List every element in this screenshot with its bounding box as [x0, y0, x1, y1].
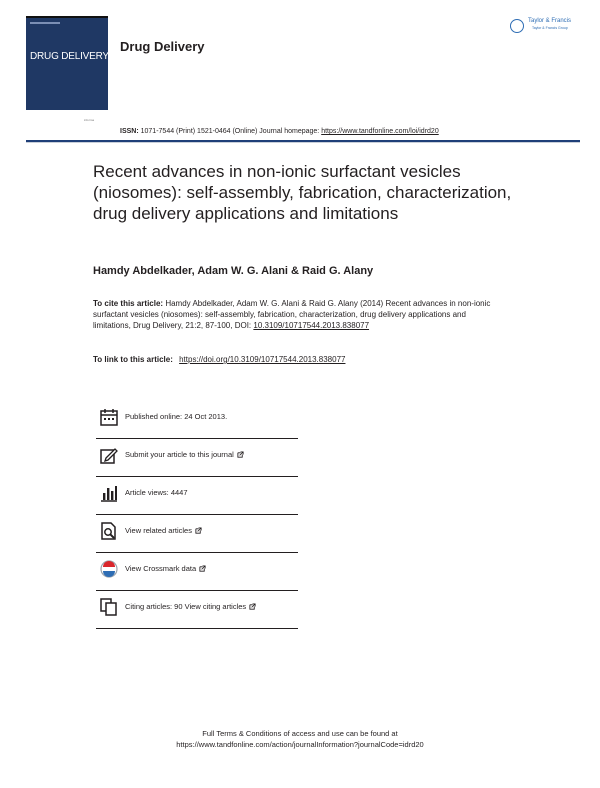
related-articles-row[interactable]: [96, 514, 298, 553]
submit-article-link[interactable]: [125, 450, 244, 459]
crossmark-icon: [100, 560, 118, 578]
external-link-icon: [195, 527, 202, 534]
cite-label: To cite this article:: [93, 299, 164, 308]
submit-article-label: Submit your article to this journal: [125, 450, 234, 459]
footer: [0, 728, 600, 750]
citing-articles-label: Citing articles: 90 View citing articles: [125, 602, 247, 611]
cite-text: Hamdy Abdelkader, Adam W. G. Alani & Raid G. Alany (2014) Recent advances in non-ionic surfactant vesicles (niosomes): self-assembly, fabrication, characterization, drug delivery applications and limitations, Drug Delivery, 21:2, 87-100, DOI:: [93, 299, 491, 330]
external-link-icon: [237, 451, 244, 458]
published-online-row: [96, 400, 298, 439]
journal-name[interactable]: Drug Delivery: [120, 39, 205, 54]
publisher-strip: [26, 118, 106, 126]
citing-articles-row[interactable]: [96, 590, 298, 629]
logo-subtitle: Taylor & Francis Group: [532, 26, 568, 30]
publisher-strip-label: informa: [84, 118, 95, 122]
footer-terms-text: Full Terms & Conditions of access and use can be found at: [202, 729, 398, 738]
issn-line: [120, 128, 439, 135]
copy-icon: [100, 598, 118, 616]
crossmark-link[interactable]: [125, 564, 206, 573]
journal-cover: [26, 16, 108, 110]
citing-articles-link[interactable]: [125, 602, 256, 611]
edit-icon: [100, 446, 118, 464]
article-views-text: Article views: 4447: [125, 488, 188, 497]
external-link-icon: [199, 565, 206, 572]
crossmark-label: View Crossmark data: [125, 564, 197, 573]
search-document-icon: [100, 522, 118, 540]
related-articles-label: View related articles: [125, 526, 192, 535]
submit-article-row[interactable]: [96, 438, 298, 477]
bar-chart-icon: [100, 484, 118, 502]
header-rule-secondary: [26, 142, 580, 143]
calendar-icon: [100, 408, 118, 426]
article-link-line: [93, 355, 345, 364]
cite-doi-link[interactable]: 10.3109/10717544.2013.838077: [253, 321, 370, 330]
link-label: To link to this article:: [93, 355, 173, 364]
article-authors: Hamdy Abdelkader, Adam W. G. Alani & Raid G. Alany: [93, 265, 374, 277]
logo-name: Taylor & Francis: [528, 18, 572, 24]
publisher-logo[interactable]: [510, 16, 584, 38]
article-doi-link[interactable]: https://doi.org/10.3109/10717544.2013.838077: [179, 355, 346, 364]
article-views-row: [96, 476, 298, 515]
cover-title: DRUG DELIVERY: [30, 51, 109, 62]
external-link-icon: [249, 603, 256, 610]
article-title: Recent advances in non-ionic surfactant vesicles (niosomes): self-assembly, fabrication, characterization, drug delivery applications and limitations: [93, 162, 512, 223]
citation-block: [93, 298, 493, 331]
journal-homepage-link[interactable]: https://www.tandfonline.com/loi/idrd20: [321, 128, 439, 135]
related-articles-link[interactable]: [125, 526, 202, 535]
issn-text: 1071-7544 (Print) 1521-0464 (Online) Journal homepage:: [140, 128, 320, 135]
crossmark-row[interactable]: [96, 552, 298, 591]
footer-terms-link[interactable]: https://www.tandfonline.com/action/journalInformation?journalCode=idrd20: [176, 740, 424, 749]
published-online-text: Published online: 24 Oct 2013.: [125, 412, 228, 421]
issn-label: ISSN:: [120, 128, 139, 135]
cover-decoration: [30, 22, 60, 24]
logo-circle-icon: [510, 19, 524, 33]
